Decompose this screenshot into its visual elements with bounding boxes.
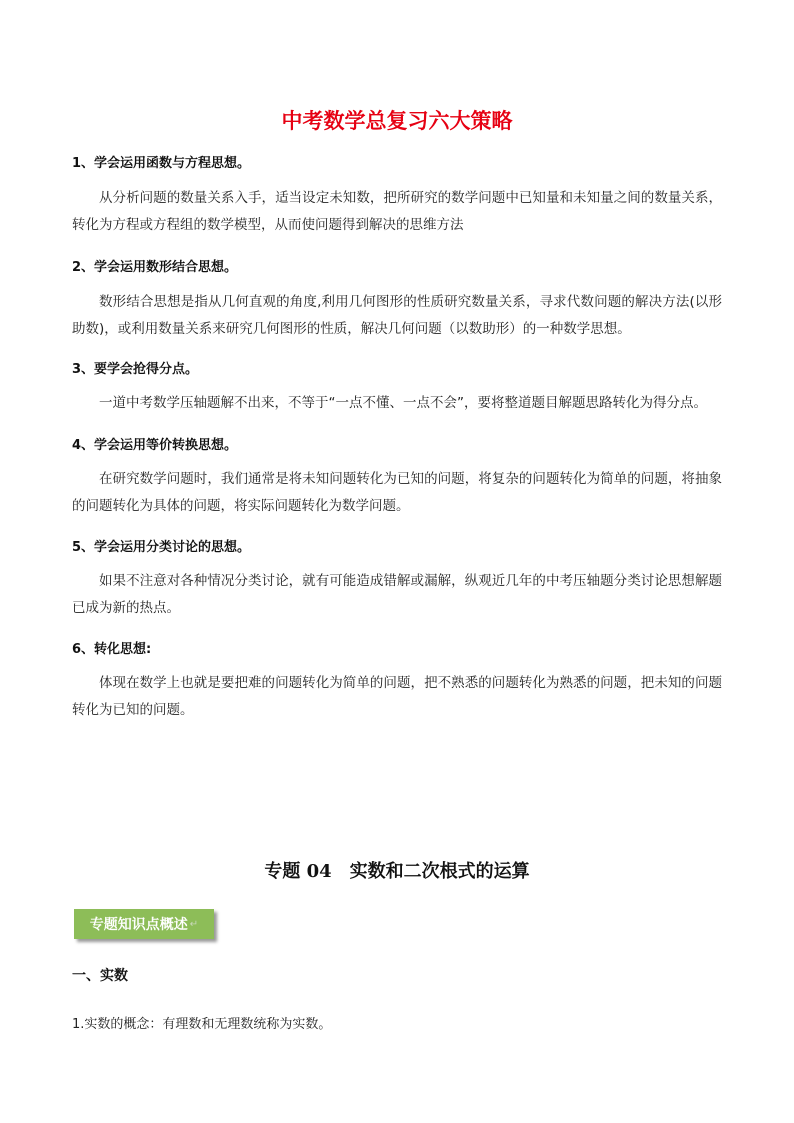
strategy-heading-2: 2、学会运用数形结合思想。	[72, 260, 238, 275]
strategy-body-3: 一道中考数学压轴题解不出来，不等于“一点不懂、一点不会”，要将整道题目解题思路转化为得分点。	[99, 395, 707, 411]
strategy-body-5: 如果不注意对各种情况分类讨论，就有可能造成错解或漏解，纵观近几年的中考压轴题分类讨论思想解题已成为新的热点。	[72, 573, 722, 616]
strategy-heading-4: 4、学会运用等价转换思想。	[72, 438, 238, 453]
strategy-heading-5: 5、学会运用分类讨论的思想。	[72, 540, 251, 555]
section-title: 专题 04 实数和二次根式的运算	[264, 861, 530, 882]
strategy-body-1: 从分析问题的数量关系入手，适当设定未知数，把所研究的数学问题中已知量和未知量之间的数量关系，转化为方程或方程组的数学模型，从而使问题得到解决的思维方法	[72, 190, 722, 233]
strategy-body-4: 在研究数学问题时，我们通常是将未知问题转化为已知的问题，将复杂的问题转化为简单的问题，将抽象的问题转化为具体的问题，将实际问题转化为数学问题。	[72, 471, 722, 514]
main-title: 中考数学总复习六大策略	[281, 109, 513, 133]
strategy-heading-6: 6、转化思想:	[72, 642, 152, 657]
topic-overview-badge	[74, 909, 214, 939]
sub-heading-real-numbers: 一、实数	[72, 968, 128, 984]
strategy-heading-1: 1、学会运用函数与方程思想。	[72, 156, 251, 171]
strategy-body-6: 体现在数学上也就是要把难的问题转化为简单的问题，把不熟悉的问题转化为熟悉的问题，把未知的问题转化为已知的问题。	[72, 675, 722, 718]
strategy-heading-3: 3、要学会抢得分点。	[72, 362, 199, 377]
concept-line: 1.实数的概念：有理数和无理数统称为实数。	[72, 1017, 332, 1032]
strategy-body-2: 数形结合思想是指从几何直观的角度,利用几何图形的性质研究数量关系，寻求代数问题的解决方法(以形助数)，或利用数量关系来研究几何图形的性质，解决几何问题（以数助形）的一种数学思想。	[72, 294, 722, 337]
badge-label: 专题知识点概述	[89, 917, 188, 933]
return-mark-icon: ↵	[189, 918, 199, 930]
